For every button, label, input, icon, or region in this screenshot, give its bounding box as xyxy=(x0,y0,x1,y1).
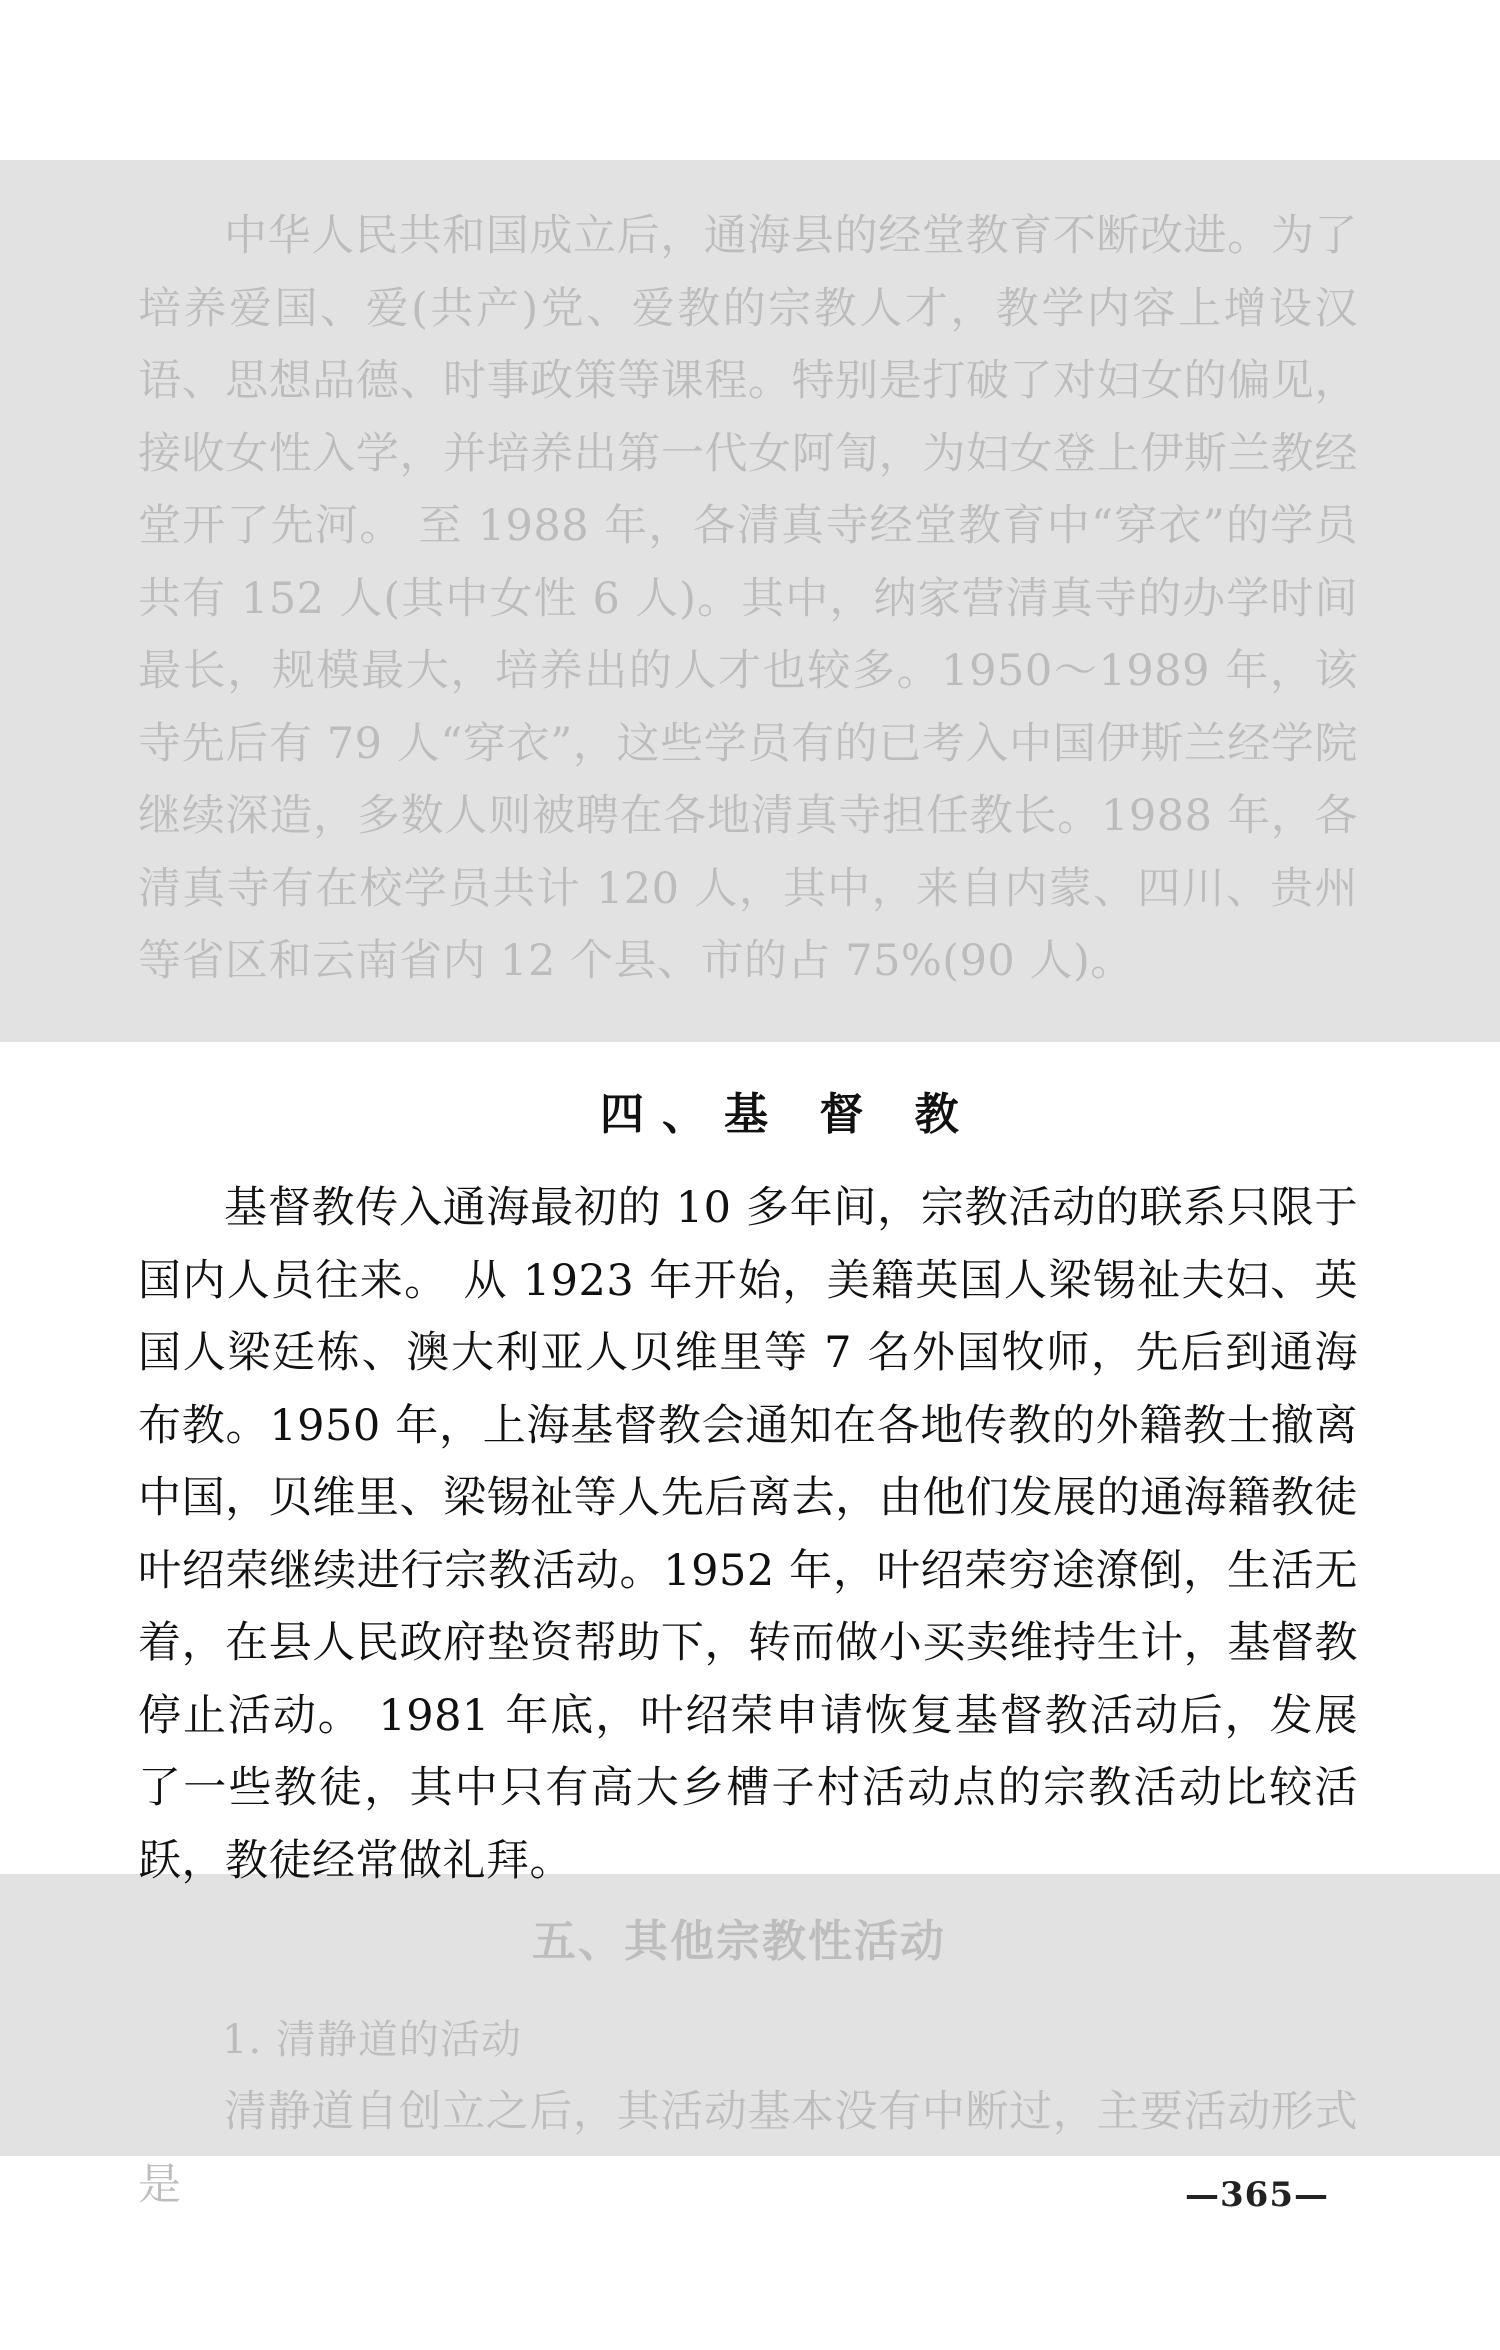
section-heading-christianity: 四、基 督 教 xyxy=(600,1089,977,1140)
paragraph-mosque-education: 中华人民共和国成立后，通海县的经堂教育不断改进。为了培养爱国、爱(共产)党、爱教的宗教人才，教学内容上增设汉语、思想品德、时事政策等课程。特别是打破了对妇女的偏见，接收女性入学，并培养出第一代女阿訇，为妇女登上伊斯兰教经堂开了先河。 至 1988 年，各清真寺经堂教育中“穿衣”的学员共有 152 人(其中女性 6 人)。其中，纳家营清真寺的办学时间最长，规模最大，培养出的人才也较多。1950～1989 年，该寺先后有 79 人“穿衣”，这些学员有的已考入中国伊斯兰经学院继续深造，多数人则被聘在各地清真寺担任教长。1988 年，各清真寺有在校学员共计 120 人，其中，来自内蒙、四川、贵州等省区和云南省内 12 个县、市的占 75%(90 人)。 xyxy=(138,211,1358,986)
page-number: —365— xyxy=(1185,2175,1329,2215)
paragraph-qingjingdao: 清静道自创立之后，其活动基本没有中断过，主要活动形式是 xyxy=(138,2087,1358,2210)
paragraph-christianity: 基督教传入通海最初的 10 多年间，宗教活动的联系只限于国内人员往来。 从 1923 年开始，美籍英国人梁锡祉夫妇、英国人梁廷栋、澳大利亚人贝维里等 7 名外国牧师，先后到通海布教。1950 年，上海基督教会通知在各地传教的外籍教士撤离中国，贝维里、梁锡祉等人先后离去，由他们发展的通海籍教徒叶绍荣继续进行宗教活动。1952 年，叶绍荣穷途潦倒，生活无着，在县人民政府垫资帮助下，转而做小买卖维持生计，基督教停止活动。 1981 年底，叶绍荣申请恢复基督教活动后，发展了一些教徒，其中只有高大乡槽子村活动点的宗教活动比较活跃，教徒经常做礼拜。 xyxy=(138,1183,1358,1886)
section-heading-other-religious-activities: 五、其他宗教性活动 xyxy=(532,1916,946,1967)
subheading-qingjingdao: 1. 清静道的活动 xyxy=(222,2017,522,2063)
